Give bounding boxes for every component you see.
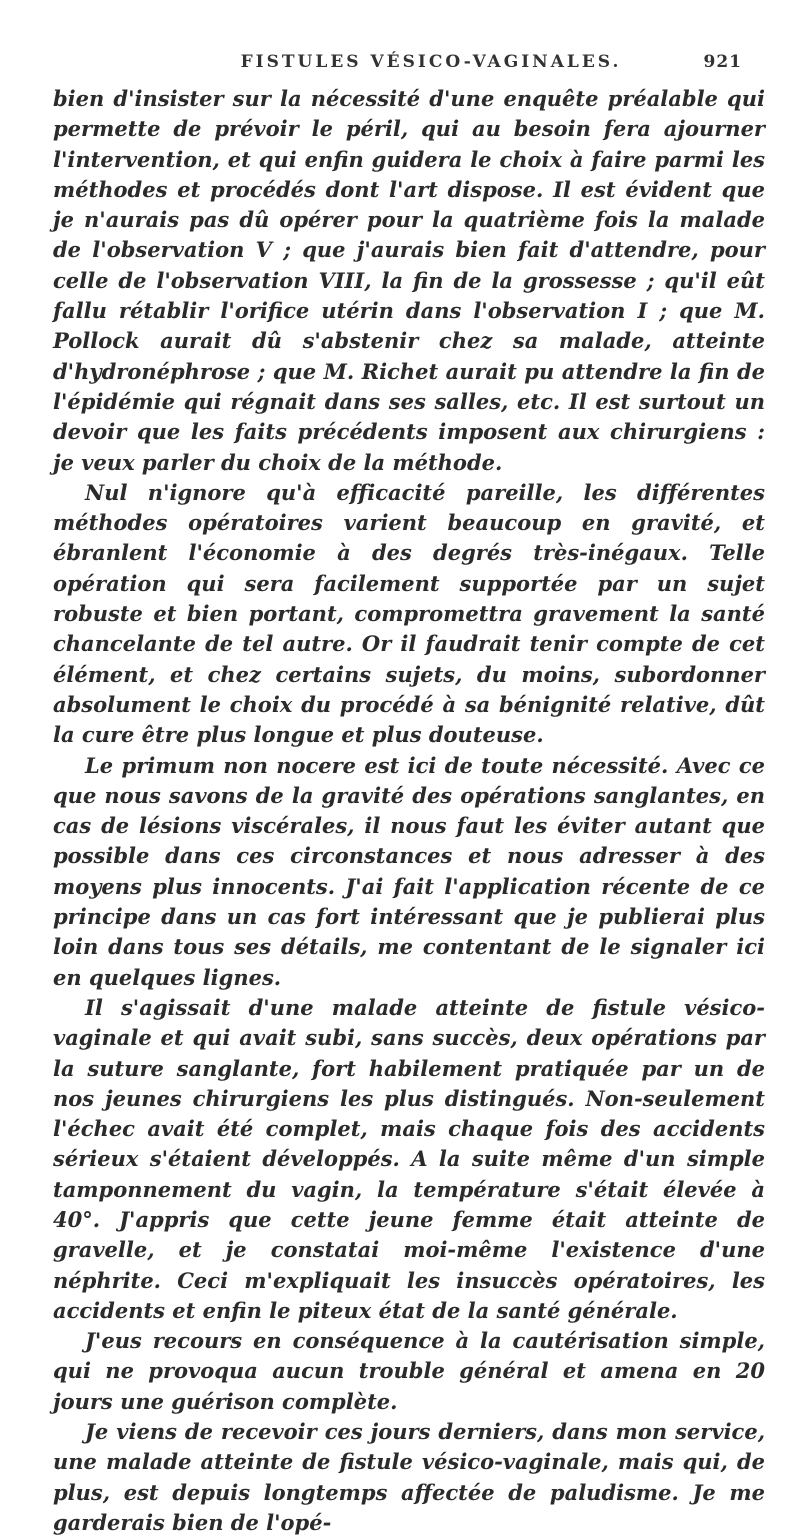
paragraph-2: Nul n'ignore qu'à efficacité pareille, les différentes méthodes opératoires varient beaucoup en gravité, et ébranlent l'économie à des degrés très-inégaux. Telle opération qui sera facilement supportée par un sujet robuste et bien portant, compromettra gravement la santé chancelante de tel autre. Or il faudrait tenir compte de cet élément, et chez certains sujets, du moins, subordonner absolument le choix du procédé à sa bénignité relative, dût la cure être plus longue et plus douteuse.	[53, 479, 765, 748]
paragraph-5: J'eus recours en conséquence à la cautérisation simple, qui ne provoqua aucun trouble général et amena en 20 jours une guérison complète.	[53, 1328, 765, 1414]
paragraph-6: Je viens de recevoir ces jours derniers, dans mon service, une malade atteinte de fistule vésico-vaginale, mais qui, de plus, est depuis longtemps affectée de paludisme. Je me garderais bien de l'opé-	[53, 1419, 765, 1535]
body-text	[53, 84, 765, 1538]
running-head	[90, 52, 742, 82]
running-title: FISTULES VÉSICO-VAGINALES.	[240, 52, 622, 72]
paragraph-1: bien d'insister sur la nécessité d'une enquête préalable qui permette de prévoir le péril, qui au besoin fera ajourner l'intervention, et qui enfin guidera le choix à faire parmi les méthodes et procédés dont l'art dispose. Il est évident que je n'aurais pas dû opérer pour la quatrième fois la malade de l'observation V ; que j'aurais bien fait d'attendre, pour celle de l'observation VIII, la fin de la grossesse ; qu'il eût fallu rétablir l'orifice utérin dans l'observation I ; que M. Pollock aurait dû s'abstenir chez sa malade, atteinte d'hydronéphrose ; que M. Richet aurait pu attendre la fin de l'épidémie qui régnait dans ses salles, etc. Il est surtout un devoir que les faits précédents imposent aux chirurgiens : je veux parler du choix de la méthode.	[53, 86, 765, 475]
page-number: 921	[703, 52, 742, 72]
latin-maxim: primum non nocere	[121, 752, 357, 778]
paragraph-3-lead: Le	[85, 752, 122, 778]
paragraph-3-text: est ici de toute nécessité. Avec ce que nous savons de la gravité des opérations sanglantes, en cas de lésions viscérales, il nous faut les éviter autant que possible dans ces circonstances et nous adresser à des moyens plus innocents. J'ai fait l'application récente de ce principe dans un cas fort intéressant que je publierai plus loin dans tous ses détails, me contentant de le signaler ici en quelques lignes.	[53, 752, 765, 990]
paragraph-4: Il s'agissait d'une malade atteinte de fistule vésico-vaginale et qui avait subi, sans succès, deux opérations par la suture sanglante, fort habilement pratiquée par un de nos jeunes chirurgiens les plus distingués. Non-seulement l'échec avait été complet, mais chaque fois des accidents sérieux s'étaient développés. A la suite même d'un simple tamponnement du vagin, la température s'était élevée à 40°. J'appris que cette jeune femme était atteinte de gravelle, et je constatai moi-même l'existence d'une néphrite. Ceci m'expliquait les insuccès opératoires, les accidents et enfin le piteux état de la santé générale.	[53, 994, 765, 1323]
paragraph-3	[53, 751, 765, 993]
